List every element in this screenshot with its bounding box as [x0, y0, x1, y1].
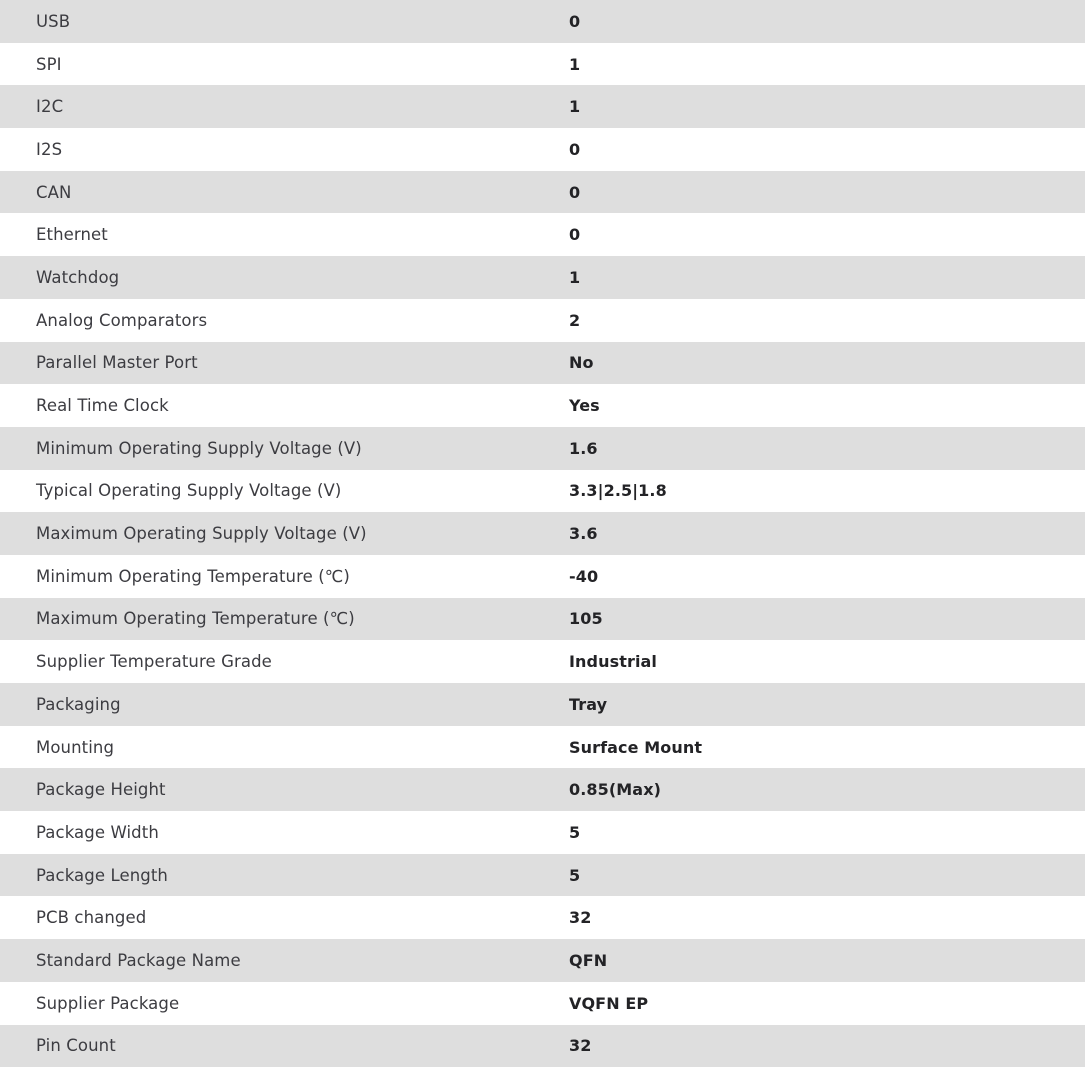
spec-value: Yes [566, 384, 1085, 427]
table-row [0, 598, 1085, 641]
spec-value: 0 [566, 0, 1085, 43]
spec-label: Packaging [0, 683, 566, 726]
spec-label: Supplier Temperature Grade [0, 640, 566, 683]
spec-label: Real Time Clock [0, 384, 566, 427]
spec-value: QFN [566, 939, 1085, 982]
table-row [0, 811, 1085, 854]
table-row [0, 982, 1085, 1025]
table-row [0, 768, 1085, 811]
spec-label: Typical Operating Supply Voltage (V) [0, 470, 566, 513]
spec-value: -40 [566, 555, 1085, 598]
spec-value: 1 [566, 85, 1085, 128]
spec-value: 3.6 [566, 512, 1085, 555]
spec-label: Maximum Operating Temperature (℃) [0, 598, 566, 641]
spec-label: Mounting [0, 726, 566, 769]
spec-label: Minimum Operating Temperature (℃) [0, 555, 566, 598]
table-row [0, 213, 1085, 256]
spec-value: Surface Mount [566, 726, 1085, 769]
spec-value: 2 [566, 299, 1085, 342]
spec-label: Package Length [0, 854, 566, 897]
table-row [0, 128, 1085, 171]
spec-label: Maximum Operating Supply Voltage (V) [0, 512, 566, 555]
spec-value: 5 [566, 811, 1085, 854]
spec-label: Pin Count [0, 1025, 566, 1067]
spec-value: 0 [566, 171, 1085, 214]
table-row [0, 1025, 1085, 1067]
table-row [0, 85, 1085, 128]
spec-value: 5 [566, 854, 1085, 897]
spec-label: Ethernet [0, 213, 566, 256]
table-row [0, 854, 1085, 897]
table-row [0, 43, 1085, 86]
table-row [0, 896, 1085, 939]
table-row [0, 171, 1085, 214]
spec-label: CAN [0, 171, 566, 214]
table-row [0, 0, 1085, 43]
table-row [0, 342, 1085, 385]
spec-label: Analog Comparators [0, 299, 566, 342]
table-row [0, 939, 1085, 982]
table-row [0, 555, 1085, 598]
spec-value: Tray [566, 683, 1085, 726]
table-row [0, 470, 1085, 513]
spec-value: 105 [566, 598, 1085, 641]
spec-value: 0.85(Max) [566, 768, 1085, 811]
table-row [0, 683, 1085, 726]
spec-value: 3.3|2.5|1.8 [566, 470, 1085, 513]
spec-label: I2S [0, 128, 566, 171]
table-row [0, 384, 1085, 427]
spec-label: Package Width [0, 811, 566, 854]
table-row [0, 726, 1085, 769]
table-row [0, 427, 1085, 470]
spec-label: PCB changed [0, 896, 566, 939]
spec-label: Watchdog [0, 256, 566, 299]
spec-label: Supplier Package [0, 982, 566, 1025]
spec-value: 1 [566, 43, 1085, 86]
spec-value: 32 [566, 1025, 1085, 1067]
table-row [0, 256, 1085, 299]
spec-label: I2C [0, 85, 566, 128]
spec-value: 1 [566, 256, 1085, 299]
spec-label: Standard Package Name [0, 939, 566, 982]
spec-label: Package Height [0, 768, 566, 811]
spec-value: 32 [566, 896, 1085, 939]
table-row [0, 299, 1085, 342]
spec-value: 0 [566, 128, 1085, 171]
spec-label: SPI [0, 43, 566, 86]
spec-value: 1.6 [566, 427, 1085, 470]
spec-value: VQFN EP [566, 982, 1085, 1025]
spec-label: USB [0, 0, 566, 43]
spec-label: Minimum Operating Supply Voltage (V) [0, 427, 566, 470]
table-row [0, 640, 1085, 683]
spec-value: Industrial [566, 640, 1085, 683]
table-row [0, 512, 1085, 555]
spec-value: 0 [566, 213, 1085, 256]
spec-value: No [566, 342, 1085, 385]
spec-label: Parallel Master Port [0, 342, 566, 385]
